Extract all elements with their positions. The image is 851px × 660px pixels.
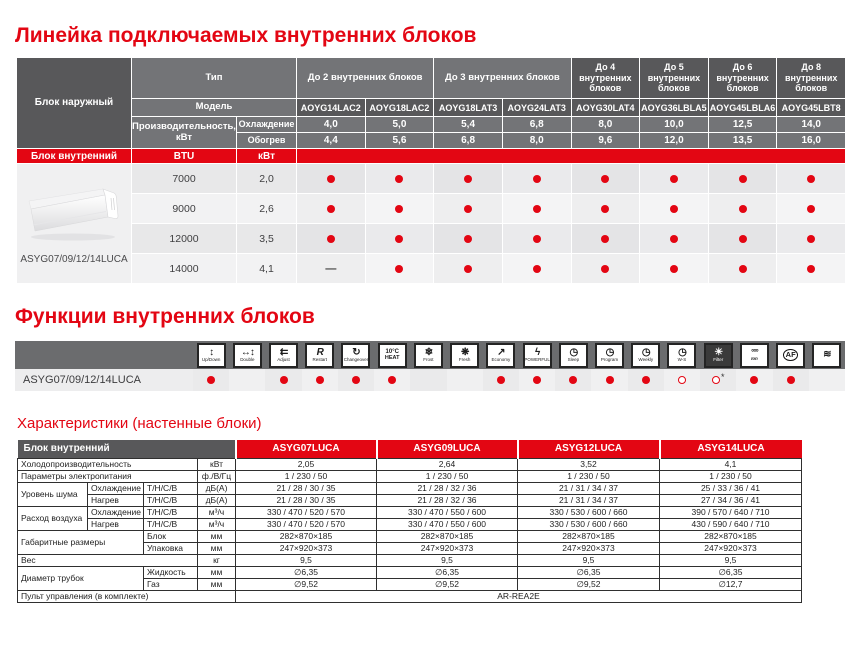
cooling-value: 8,0 xyxy=(572,117,640,132)
economy-icon: ↗ Economy xyxy=(483,343,519,368)
function-mark xyxy=(664,369,700,391)
spec-value: 21 / 28 / 32 / 36 xyxy=(377,483,518,495)
compat-mark xyxy=(366,254,434,283)
specs-model-header: ASYG09LUCA xyxy=(377,440,518,459)
spec-sub: Газ xyxy=(144,579,198,591)
spec-sub: Жидкость xyxy=(144,567,198,579)
kw-value: 2,6 xyxy=(237,194,296,223)
spec-sub: Охлаждение xyxy=(88,507,144,519)
adjust-icon: ⇇ Adjust xyxy=(265,343,301,368)
af-icon: AF xyxy=(773,343,809,368)
indoor-unit-image xyxy=(21,180,127,252)
functions-table xyxy=(15,341,845,391)
spec-value: 330 / 530 / 600 / 660 xyxy=(518,519,660,531)
heating-value: 12,0 xyxy=(640,133,708,148)
cooling-value: 5,4 xyxy=(434,117,502,132)
compat-mark xyxy=(572,224,640,253)
specs-header-label: Блок внутренний xyxy=(18,440,236,459)
spec-value: 9,5 xyxy=(518,555,660,567)
functions-row-model: ASYG07/09/12/14LUCA xyxy=(23,374,142,386)
function-mark xyxy=(229,369,265,391)
spec-unit: кг xyxy=(198,555,236,567)
spec-sub: Нагрев xyxy=(88,495,144,507)
compat-mark xyxy=(640,224,708,253)
kw-value: 2,0 xyxy=(237,164,296,193)
spec-value: 2,05 xyxy=(236,459,377,471)
spec-unit: ф./В/Гц xyxy=(198,471,236,483)
spec-unit: дБ(А) xyxy=(198,495,236,507)
spec-value: 247×920×373 xyxy=(518,543,660,555)
compat-mark xyxy=(709,194,777,223)
function-mark xyxy=(338,369,374,391)
spec-value: ∅6,35 xyxy=(377,567,518,579)
model-cell: AOYG14LAC2 xyxy=(297,99,365,116)
spec-label: Холодопроизводительность xyxy=(18,459,198,471)
function-mark xyxy=(628,369,664,391)
spec-group: Диаметр трубок xyxy=(18,567,144,591)
spec-sub: Охлаждение xyxy=(88,483,144,495)
compat-mark xyxy=(297,224,365,253)
spec-value: 330 / 470 / 550 / 600 xyxy=(377,519,518,531)
function-mark xyxy=(519,369,555,391)
table-row xyxy=(18,591,802,603)
table-row xyxy=(18,483,802,495)
compat-mark xyxy=(709,224,777,253)
weekly-timer-icon: ◷ Weekly xyxy=(628,343,664,368)
btu-value: 14000 xyxy=(132,254,236,283)
compat-mark xyxy=(572,164,640,193)
spec-unit: мм xyxy=(198,579,236,591)
group-header: До 5 внутренних блоков xyxy=(640,58,708,98)
remote-label: Пульт управления (в комплекте) xyxy=(18,591,236,603)
spec-value: 1 / 230 / 50 xyxy=(377,471,518,483)
table-row xyxy=(18,567,802,579)
page-title-specs: Характеристики (настенные блоки) xyxy=(17,415,262,432)
function-mark xyxy=(265,369,301,391)
frost-icon: ❄ Frost xyxy=(410,343,446,368)
kw-header: кВт xyxy=(237,149,296,163)
spec-group: Уровень шума xyxy=(18,483,88,507)
spec-value: 21 / 28 / 30 / 35 xyxy=(236,483,377,495)
model-cell: AOYG36LBLA5 xyxy=(640,99,708,116)
spec-sub: Блок xyxy=(144,531,198,543)
double-swing-icon: ↔↕ Double xyxy=(229,343,265,368)
model-cell: AOYG45LBLA6 xyxy=(709,99,777,116)
cooling-value: 12,5 xyxy=(709,117,777,132)
spec-value: 9,5 xyxy=(660,555,802,567)
spec-value: 330 / 470 / 520 / 570 xyxy=(236,507,377,519)
compat-mark xyxy=(503,164,571,193)
spec-value: ∅12,7 xyxy=(660,579,802,591)
compat-mark xyxy=(297,164,365,193)
group-header: До 4 внутренних блоков xyxy=(572,58,640,98)
indoor-unit-photo-cell xyxy=(17,164,131,283)
spec-value: 1 / 230 / 50 xyxy=(518,471,660,483)
function-mark xyxy=(736,369,772,391)
kw-value: 4,1 xyxy=(237,254,296,283)
compat-mark xyxy=(709,164,777,193)
spec-value: 330 / 470 / 550 / 600 xyxy=(377,507,518,519)
spec-value: 1 / 230 / 50 xyxy=(236,471,377,483)
group-header: До 6 внутренних блоков xyxy=(709,58,777,98)
spec-value: 1 / 230 / 50 xyxy=(660,471,802,483)
spec-value: 21 / 31 / 34 / 37 xyxy=(518,495,660,507)
spec-value: ∅6,35 xyxy=(518,567,660,579)
spec-unit: мм xyxy=(198,543,236,555)
group-header: До 3 внутренних блоков xyxy=(434,58,570,98)
cooling-value: 6,8 xyxy=(503,117,571,132)
spec-group: Габаритные размеры xyxy=(18,531,144,555)
spec-value: 27 / 34 / 36 / 41 xyxy=(660,495,802,507)
compat-mark xyxy=(777,194,845,223)
spec-grades: Т/Н/С/В xyxy=(144,519,198,531)
compat-mark xyxy=(777,164,845,193)
ws-timer-icon: ◷ W-S xyxy=(664,343,700,368)
table-row xyxy=(18,459,802,471)
program-timer-icon: ◷ Program xyxy=(591,343,627,368)
auto-changeover-icon: ↻ Changeover xyxy=(338,343,374,368)
spec-value: 282×870×185 xyxy=(236,531,377,543)
table-row xyxy=(18,495,802,507)
spec-grades: Т/Н/С/В xyxy=(144,507,198,519)
spec-sub: Нагрев xyxy=(88,519,144,531)
table-row xyxy=(18,519,802,531)
spec-unit: м³/ч xyxy=(198,519,236,531)
cooling-value: 5,0 xyxy=(366,117,434,132)
model-cell: AOYG45LBT8 xyxy=(777,99,845,116)
indoor-unit-model-caption: ASYG07/09/12/14LUCA xyxy=(20,253,128,265)
spec-value: 390 / 570 / 640 / 710 xyxy=(660,507,802,519)
spec-value: 9,5 xyxy=(236,555,377,567)
spec-value: 330 / 530 / 600 / 660 xyxy=(518,507,660,519)
spec-grades: Т/Н/С/В xyxy=(144,495,198,507)
function-mark xyxy=(555,369,591,391)
heating-value: 9,6 xyxy=(572,133,640,148)
spec-sub: Упаковка xyxy=(144,543,198,555)
spec-value: ∅9,52 xyxy=(518,579,660,591)
page-title-lineup: Линейка подключаемых внутренних блоков xyxy=(15,24,477,47)
spec-unit: мм xyxy=(198,567,236,579)
spec-value: 247×920×373 xyxy=(660,543,802,555)
spec-grades: Т/Н/С/В xyxy=(144,483,198,495)
remote-value: AR-REA2E xyxy=(236,591,802,603)
spec-unit: мм xyxy=(198,531,236,543)
filter-icon: ☀ Filter xyxy=(700,343,736,368)
heating-value: 6,8 xyxy=(434,133,502,148)
cooling-value: 10,0 xyxy=(640,117,708,132)
compat-mark xyxy=(434,164,502,193)
heating-header: Обогрев xyxy=(237,133,296,148)
spec-value: 247×920×373 xyxy=(377,543,518,555)
compat-mark xyxy=(640,254,708,283)
compat-mark xyxy=(434,254,502,283)
function-mark xyxy=(591,369,627,391)
compat-mark xyxy=(709,254,777,283)
compat-mark xyxy=(777,224,845,253)
group-header: До 8 внутренних блоков xyxy=(777,58,845,98)
btu-header: BTU xyxy=(132,149,236,163)
performance-header: Производительность, кВт xyxy=(132,117,236,148)
compat-mark xyxy=(366,164,434,193)
spec-value: ∅9,52 xyxy=(236,579,377,591)
ion-icon: °°° Ion xyxy=(736,343,772,368)
spec-label: Параметры электропитания xyxy=(18,471,198,483)
spec-label: Вес xyxy=(18,555,198,567)
table-row xyxy=(18,531,802,543)
specs-model-header: ASYG12LUCA xyxy=(518,440,660,459)
compat-mark xyxy=(503,254,571,283)
specs-model-header: ASYG14LUCA xyxy=(660,440,802,459)
waves-icon: ≋ xyxy=(809,343,845,368)
spec-value: 9,5 xyxy=(377,555,518,567)
compat-mark xyxy=(434,224,502,253)
model-cell: AOYG18LAC2 xyxy=(366,99,434,116)
spec-value: 282×870×185 xyxy=(660,531,802,543)
btu-value: 12000 xyxy=(132,224,236,253)
spec-value: 430 / 590 / 640 / 710 xyxy=(660,519,802,531)
restart-icon: R Restart xyxy=(302,343,338,368)
spec-value: 3,52 xyxy=(518,459,660,471)
compat-mark xyxy=(572,194,640,223)
spec-value: 247×920×373 xyxy=(236,543,377,555)
functions-compat-row xyxy=(15,369,845,391)
fresh-icon: ❋ Fresh xyxy=(447,343,483,368)
spec-value: ∅6,35 xyxy=(660,567,802,579)
model-cell: AOYG18LAT3 xyxy=(434,99,502,116)
heating-value: 16,0 xyxy=(777,133,845,148)
cooling-header: Охлаждение xyxy=(237,117,296,132)
group-header: До 2 внутренних блоков xyxy=(297,58,433,98)
spec-unit: кВт xyxy=(198,459,236,471)
function-mark xyxy=(809,369,845,391)
compat-mark xyxy=(640,164,708,193)
red-band xyxy=(297,149,845,163)
function-mark xyxy=(483,369,519,391)
spec-value: 282×870×185 xyxy=(518,531,660,543)
functions-icon-bar xyxy=(15,341,845,369)
heating-value: 8,0 xyxy=(503,133,571,148)
table-row xyxy=(18,555,802,567)
compat-mark xyxy=(366,224,434,253)
spec-value: 2,64 xyxy=(377,459,518,471)
sleep-timer-icon: ◷ Sleep xyxy=(555,343,591,368)
function-mark xyxy=(374,369,410,391)
spec-value: ∅6,35 xyxy=(236,567,377,579)
spec-value: 21 / 28 / 32 / 36 xyxy=(377,495,518,507)
compat-mark xyxy=(777,254,845,283)
model-cell: AOYG30LAT4 xyxy=(572,99,640,116)
compat-mark xyxy=(297,194,365,223)
heating-value: 5,6 xyxy=(366,133,434,148)
spec-value: 21 / 31 / 34 / 37 xyxy=(518,483,660,495)
spec-value: ∅9,52 xyxy=(377,579,518,591)
spec-value: 21 / 28 / 30 / 35 xyxy=(236,495,377,507)
spec-unit: дБ(А) xyxy=(198,483,236,495)
function-mark xyxy=(773,369,809,391)
spec-value: 25 / 33 / 36 / 41 xyxy=(660,483,802,495)
page-title-functions: Функции внутренних блоков xyxy=(15,305,315,328)
heating-value: 4,4 xyxy=(297,133,365,148)
function-mark xyxy=(447,369,483,391)
btu-value: 9000 xyxy=(132,194,236,223)
spec-group: Расход воздуха xyxy=(18,507,88,531)
model-cell: AOYG24LAT3 xyxy=(503,99,571,116)
updown-swing-icon: ↕ Up/Down xyxy=(193,343,229,368)
compat-mark xyxy=(434,194,502,223)
table-row xyxy=(18,440,802,459)
function-mark xyxy=(410,369,446,391)
compat-mark xyxy=(366,194,434,223)
powerful-icon: ϟ POWERFUL xyxy=(519,343,555,368)
lineup-table xyxy=(17,58,845,283)
cooling-value: 14,0 xyxy=(777,117,845,132)
table-row xyxy=(18,471,802,483)
type-header: Тип xyxy=(132,58,296,98)
spec-value: 330 / 470 / 520 / 570 xyxy=(236,519,377,531)
compat-mark xyxy=(572,254,640,283)
indoor-unit-header: Блок внутренний xyxy=(17,149,131,163)
function-mark xyxy=(700,369,736,391)
specs-table xyxy=(17,440,802,603)
compat-mark xyxy=(503,224,571,253)
spec-value: 4,1 xyxy=(660,459,802,471)
heating-value: 13,5 xyxy=(709,133,777,148)
function-mark xyxy=(193,369,229,391)
compat-mark xyxy=(503,194,571,223)
spec-value: 282×870×185 xyxy=(377,531,518,543)
table-row xyxy=(18,507,802,519)
outdoor-unit-header: Блок наружный xyxy=(17,58,131,148)
heat-10c-icon: 10°C HEAT xyxy=(374,343,410,368)
compat-mark xyxy=(297,254,365,283)
specs-model-header: ASYG07LUCA xyxy=(236,440,377,459)
function-mark xyxy=(302,369,338,391)
spec-unit: м³/ч xyxy=(198,507,236,519)
kw-value: 3,5 xyxy=(237,224,296,253)
cooling-value: 4,0 xyxy=(297,117,365,132)
btu-value: 7000 xyxy=(132,164,236,193)
compat-mark xyxy=(640,194,708,223)
model-header: Модель xyxy=(132,99,296,116)
